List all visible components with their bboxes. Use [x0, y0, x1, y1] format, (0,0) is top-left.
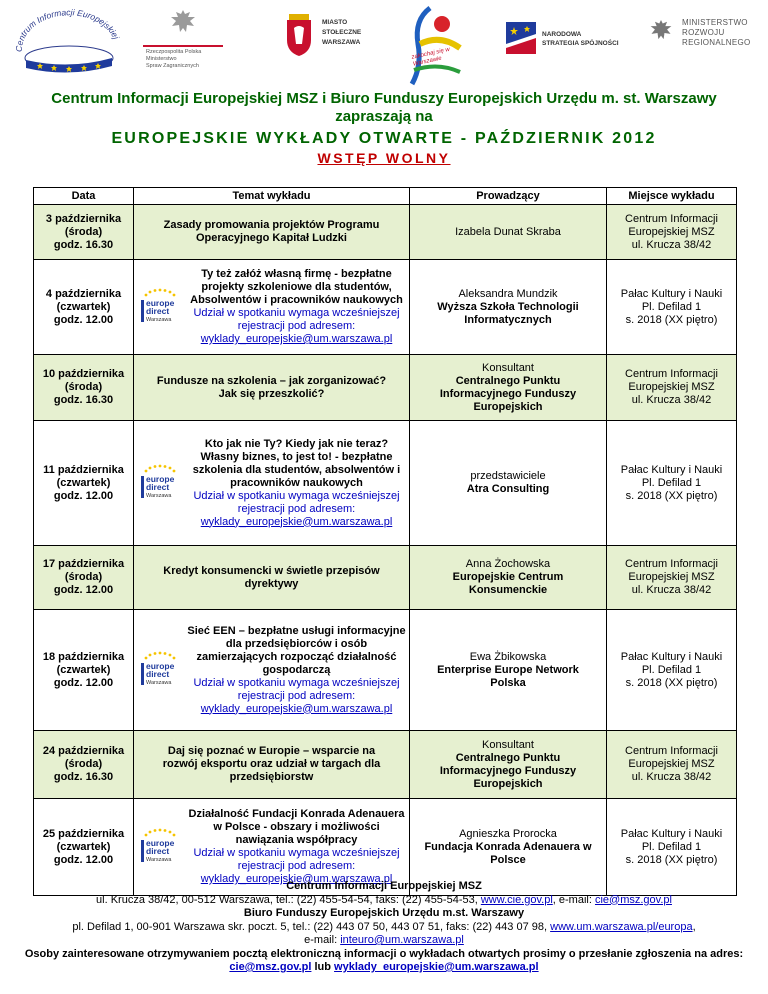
subscribe-email-cie-link[interactable]: cie@msz.gov.pl — [229, 961, 312, 973]
nss-logo-line2: STRATEGIA SPÓJNOŚCI — [542, 40, 619, 47]
lecture-place-line: Centrum Informacji — [625, 745, 718, 757]
lecture-place-line: s. 2018 (XX piętro) — [625, 676, 718, 689]
lecture-place-line: Centrum Informacji — [625, 212, 718, 225]
lecture-place-line: s. 2018 (XX piętro) — [625, 313, 718, 326]
lecture-place — [607, 421, 737, 546]
footer-bfe-email-label: e-mail: — [304, 934, 341, 946]
col-header-place: Miejsce wykładu — [607, 188, 737, 205]
speaker-name: Anna Żochowska — [465, 558, 551, 570]
lecture-speaker — [410, 205, 607, 260]
speaker-organization: Europejskie Centrum Konsumenckie — [452, 571, 564, 596]
speaker-name: Agnieszka Prorocka — [459, 827, 557, 840]
lecture-place-line: Centrum Informacji — [625, 558, 718, 570]
lecture-topic-title: Działalność Fundacji Konrada Adenauera w Polsce - obszary i możliwości nawiązania współpracy — [188, 808, 405, 846]
speaker-name: Konsultant — [482, 361, 534, 374]
registration-note: Udział w spotkaniu wymaga wcześniejszej rejestracji pod adresem: — [193, 847, 400, 872]
lecture-date-line: 3 października — [45, 212, 122, 225]
lecture-topic-title: Kredyt konsumencki w świetle przepisów dyrektywy — [163, 564, 380, 590]
lecture-date-line: godz. 12.00 — [53, 676, 114, 689]
speaker-organization: Wyższa Szkoła Technologii Informatycznych — [437, 300, 579, 326]
speaker-organization: Enterprise Europe Network Polska — [437, 663, 579, 689]
lecture-place-line: Pałac Kultury i Nauki — [620, 650, 723, 663]
lecture-date-line: godz. 12.00 — [53, 853, 114, 866]
footer-bfe-address-text: pl. Defilad 1, 00-901 Warszawa skr. poczt. 5, tel.: (22) 443 07 50, 443 07 51, faks: (22) 443 07 98, — [72, 920, 551, 933]
contact-footer — [0, 880, 768, 975]
footer-or-text: lub — [311, 961, 335, 973]
subscribe-email-bfe-link[interactable]: wyklady_europejskie@um.warszawa.pl — [334, 961, 539, 973]
europe-direct-logo — [137, 649, 183, 691]
nss-logo-line1: NARODOWA — [542, 31, 582, 38]
lecture-place-line: ul. Krucza 38/42 — [631, 584, 712, 596]
table-row — [34, 355, 737, 421]
lecture-date-line: (środa) — [64, 571, 103, 583]
europe-direct-logo — [137, 286, 183, 328]
lecture-date — [34, 205, 134, 260]
europe-direct-logo-text: Warszawa — [146, 317, 172, 323]
lecture-date-line: 10 października — [42, 368, 125, 380]
lecture-date — [34, 260, 134, 355]
lecture-place-line: ul. Krucza 38/42 — [631, 771, 712, 783]
registration-email-link[interactable]: wyklady_europejskie@um.warszawa.pl — [200, 333, 393, 345]
free-entry-label: WSTĘP WOLNY — [317, 150, 451, 166]
speaker-name: Izabela Dunat Skraba — [455, 225, 561, 238]
registration-email-link[interactable]: wyklady_europejskie@um.warszawa.pl — [200, 702, 393, 715]
lecture-place-line: s. 2018 (XX piętro) — [625, 853, 718, 866]
lecture-place-line: Pałac Kultury i Nauki — [620, 827, 723, 840]
warszawa-crest-icon — [284, 14, 314, 58]
zakochaj-logo — [400, 4, 470, 88]
lecture-place-line: Europejskiej MSZ — [628, 225, 715, 238]
lecture-place-line: Pl. Defilad 1 — [641, 840, 702, 853]
lecture-date-line: (czwartek) — [56, 840, 111, 853]
lecture-date-line: 11 października — [43, 463, 124, 476]
registration-note: Udział w spotkaniu wymaga wcześniejszej rejestracji pod adresem: — [193, 489, 400, 515]
msz-logo-line2: Ministerstwo — [146, 56, 177, 62]
lecture-date-line: godz. 12.00 — [53, 584, 114, 596]
lecture-date-line: godz. 16.30 — [53, 771, 114, 783]
lecture-date — [34, 731, 134, 799]
lecture-date-line: (środa) — [64, 381, 103, 393]
lecture-topic-title: Kto jak nie Ty? Kiedy jak nie teraz? Własny biznes, to jest to! - bezpłatne szkolenia dla studentów, absolwentów i pracowników naukowych — [192, 437, 401, 489]
speaker-name: przedstawiciele — [470, 470, 546, 482]
cie-logo-text: Centrum Informacji Europejskiej — [13, 8, 122, 53]
lecture-date-line: (środa) — [64, 225, 103, 238]
table-row — [34, 421, 737, 546]
lecture-date — [34, 421, 134, 546]
lecture-topic-title: Daj się poznać w Europie – wsparcie na rozwój eksportu oraz udział w targach dla przedsiębiorstw — [162, 745, 381, 783]
lecture-date-line: godz. 12.00 — [53, 489, 114, 502]
lecture-place-line: Europejskiej MSZ — [628, 381, 715, 393]
lecture-place — [607, 205, 737, 260]
lecture-date-line: godz. 16.30 — [53, 238, 114, 251]
mrr-logo — [648, 16, 760, 66]
footer-cie-email-label: , e-mail: — [552, 893, 595, 906]
table-row — [34, 205, 737, 260]
page-title: EUROPEJSKIE WYKŁADY OTWARTE - PAŹDZIERNIK 2012 — [111, 130, 657, 147]
header-invite: zapraszają na — [335, 108, 433, 125]
footer-bfe-address — [0, 921, 768, 935]
lecture-place — [607, 610, 737, 731]
europe-direct-logo-text: europe — [146, 661, 175, 671]
bfe-email-link[interactable]: inteuro@um.warszawa.pl — [340, 934, 464, 946]
footer-bfe-email — [0, 934, 768, 948]
footer-cie-name: Centrum Informacji Europejskiej MSZ — [286, 880, 482, 892]
col-header-topic: Temat wykładu — [134, 188, 410, 205]
footer-subscribe-note: Osoby zainteresowane otrzymywaniem pocztą elektroniczną informacji o wykładach otwartych prosimy o przesłanie zgłoszenia na adres: — [24, 947, 744, 960]
mrr-logo-line3: REGIONALNEGO — [682, 38, 751, 47]
warszawa-logo-line3: WARSZAWA — [322, 39, 361, 46]
footer-subscribe-emails — [0, 961, 768, 975]
lecture-place-line: Europejskiej MSZ — [628, 758, 715, 770]
col-header-speaker: Prowadzący — [410, 188, 607, 205]
lecture-topic — [134, 355, 410, 421]
lecture-place — [607, 546, 737, 610]
lecture-date — [34, 610, 134, 731]
registration-note: Udział w spotkaniu wymaga wcześniejszej rejestracji pod adresem: — [193, 676, 400, 702]
zakochaj-graphic-icon — [400, 4, 470, 88]
lecture-date — [34, 546, 134, 610]
lecture-topic — [134, 546, 410, 610]
mrr-eagle-icon — [648, 18, 674, 48]
warszawa-logo — [284, 14, 364, 72]
lecture-date-line: 24 października — [42, 745, 125, 757]
lecture-date-line: 18 października — [42, 650, 125, 663]
lecture-topic-title: Zasady promowania projektów Programu Operacyjnego Kapitał Ludzki — [163, 219, 380, 244]
cie-website-link[interactable]: www.cie.gov.pl — [480, 893, 553, 906]
logo-strip — [0, 0, 768, 92]
footer-bfe-comma: , — [692, 920, 696, 933]
lecture-topic-title: Sieć EEN – bezpłatne usługi informacyjne dla przedsiębiorców i osób zamierzających rozpocząć działalność gospodarczą — [187, 624, 406, 676]
nss-logo — [506, 22, 626, 66]
mrr-logo-line1: MINISTERSTWO — [682, 18, 748, 27]
lecture-speaker — [410, 546, 607, 610]
table-row — [34, 731, 737, 799]
header-organizers: Centrum Informacji Europejskiej MSZ i Biuro Funduszy Europejskich Urzędu m. st. Warszawy — [51, 90, 717, 107]
invitation-header — [0, 90, 768, 167]
msz-logo — [143, 8, 223, 72]
table-row — [34, 610, 737, 731]
registration-note: Udział w spotkaniu wymaga wcześniejszej rejestracji pod adresem: — [193, 307, 400, 332]
europe-direct-logo-text: direct — [146, 306, 170, 316]
lecture-date-line: 4 października — [45, 287, 122, 300]
lecture-speaker — [410, 355, 607, 421]
lecture-topic-title: Ty też załóż własną firmę - bezpłatne projekty szkoleniowe dla studentów, Absolwentów i pracowników naukowych — [190, 268, 403, 306]
footer-cie-address — [0, 894, 768, 908]
lecture-speaker — [410, 421, 607, 546]
speaker-name: Ewa Żbikowska — [469, 650, 547, 663]
lecture-place — [607, 260, 737, 355]
lecture-date-line: (czwartek) — [56, 476, 111, 489]
europe-direct-logo-text: direct — [146, 482, 170, 492]
footer-bfe-name: Biuro Funduszy Europejskich Urzędu m.st. Warszawy — [243, 907, 525, 919]
speaker-organization: Centralnego Punktu Informacyjnego Funduszy Europejskich — [439, 374, 577, 413]
europe-direct-logo-text: Warszawa — [146, 680, 172, 686]
europe-direct-logo-text: direct — [146, 669, 170, 679]
lecture-date-line: (czwartek) — [56, 663, 111, 676]
speaker-organization: Atra Consulting — [466, 483, 550, 495]
speaker-organization: Centralnego Punktu Informacyjnego Funduszy Europejskich — [439, 751, 577, 790]
lecture-date-line: 25 października — [42, 827, 125, 840]
eagle-icon — [168, 8, 198, 42]
lecture-place-line: ul. Krucza 38/42 — [631, 238, 712, 251]
lecture-date-line: godz. 12.00 — [53, 313, 114, 326]
lecture-place-line: Pl. Defilad 1 — [641, 663, 702, 676]
europe-direct-logo-text: Warszawa — [146, 493, 172, 499]
europe-direct-logo-text: europe — [146, 838, 175, 848]
msz-logo-line1: Rzeczpospolita Polska — [146, 49, 202, 55]
europe-direct-logo-text: direct — [146, 846, 170, 856]
europe-direct-logo-text: Warszawa — [146, 857, 172, 863]
nss-flag-icon — [506, 22, 536, 54]
footer-cie-address-text: ul. Krucza 38/42, 00-512 Warszawa, tel.: (22) 455-54-54, faks: (22) 455-54-53, — [96, 893, 481, 906]
europe-direct-logo — [137, 826, 183, 868]
lecture-date-line: (środa) — [64, 758, 103, 770]
cie-logo — [12, 8, 122, 74]
europe-direct-logo — [137, 462, 183, 504]
lecture-topic — [134, 260, 410, 355]
lecture-topic — [134, 205, 410, 260]
table-row — [34, 260, 737, 355]
zakochaj-text: zakochaj się w Warszawie — [411, 46, 451, 68]
lecture-date — [34, 355, 134, 421]
lecture-date-line: 17 października — [42, 558, 125, 570]
lecture-topic — [134, 610, 410, 731]
lecture-speaker — [410, 610, 607, 731]
speaker-name: Konsultant — [482, 738, 534, 751]
table-row — [34, 546, 737, 610]
cie-email-link[interactable]: cie@msz.gov.pl — [594, 893, 672, 906]
europe-direct-logo-text: europe — [146, 474, 175, 484]
lecture-place — [607, 731, 737, 799]
bfe-website-link[interactable]: www.um.warszawa.pl/europa — [550, 920, 693, 933]
warszawa-logo-line1: MIASTO — [322, 19, 348, 26]
col-header-date: Data — [34, 188, 134, 205]
lecture-place-line: Pałac Kultury i Nauki — [620, 287, 723, 300]
lecture-speaker — [410, 731, 607, 799]
registration-email-link[interactable]: wyklady_europejskie@um.warszawa.pl — [200, 515, 393, 528]
lecture-place-line: Pałac Kultury i Nauki — [620, 463, 723, 476]
lecture-place-line: Pl. Defilad 1 — [641, 300, 702, 313]
lecture-place-line: Centrum Informacji — [625, 368, 718, 380]
lecture-place — [607, 355, 737, 421]
lecture-place-line: Europejskiej MSZ — [628, 571, 715, 583]
lecture-place-line: ul. Krucza 38/42 — [631, 394, 712, 406]
lecture-speaker — [410, 260, 607, 355]
lecture-date-line: (czwartek) — [56, 300, 111, 313]
lecture-topic — [134, 421, 410, 546]
lecture-date-line: godz. 16.30 — [53, 394, 114, 406]
speaker-organization: Fundacja Konrada Adenauera w Polsce — [424, 840, 592, 866]
lecture-topic — [134, 731, 410, 799]
europe-direct-logo-text: europe — [146, 298, 175, 308]
lecture-topic-title: Fundusze na szkolenia – jak zorganizować? Jak się przeszkolić? — [156, 374, 387, 400]
lecture-place-line: Pl. Defilad 1 — [641, 476, 702, 489]
lecture-schedule-table — [33, 187, 737, 896]
msz-logo-line3: Spraw Zagranicznych — [146, 63, 199, 69]
warszawa-logo-line2: STOŁECZNE — [322, 29, 362, 36]
mrr-logo-line2: ROZWOJU — [682, 28, 725, 37]
lecture-place-line: s. 2018 (XX piętro) — [625, 489, 718, 502]
speaker-name: Aleksandra Mundzik — [458, 287, 558, 300]
registration-email-link[interactable]: wyklady_europejskie@um.warszawa.pl — [200, 873, 393, 885]
